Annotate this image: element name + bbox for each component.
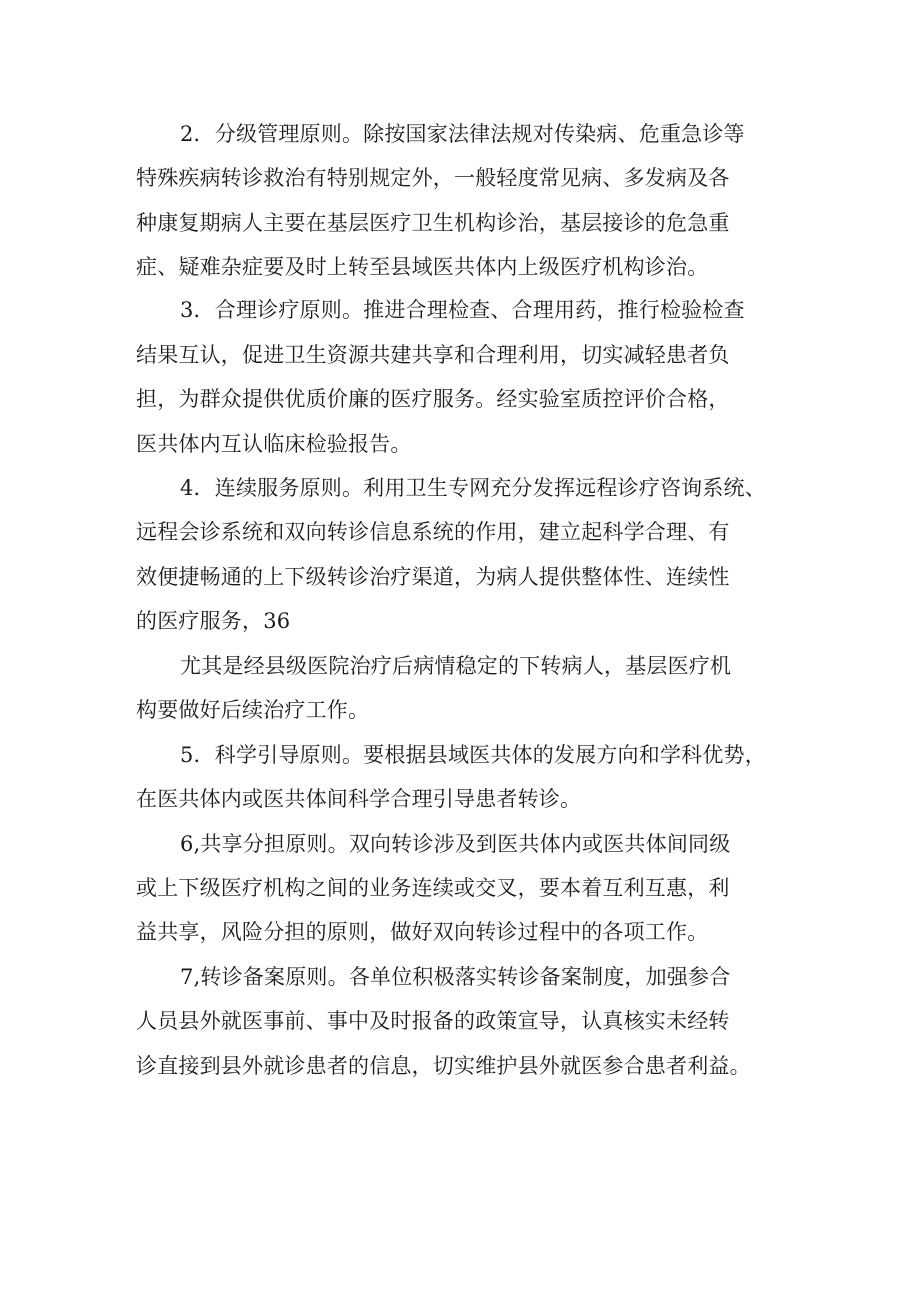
text-line: 尤其是经县级医院治疗后病情稳定的下转病人，基层医疗机 xyxy=(180,654,732,678)
text-line: 6,共享分担原则。双向转诊涉及到医共体内或医共体间同级 xyxy=(180,832,731,856)
text-line: 特殊疾病转诊救治有特别规定外，一般轻度常见病、多发病及各 xyxy=(136,166,730,190)
text-line: 5．科学引导原则。要根据县域医共体的发展方向和学科优势， xyxy=(180,743,766,767)
text-line: 担，为群众提供优质价廉的医疗服务。经实验室质控评价合格， xyxy=(136,387,730,411)
text-line: 构要做好后续治疗工作。 xyxy=(136,698,370,722)
text-line: 人员县外就医事前、事中及时报备的政策宣导，认真核实未经转 xyxy=(136,1009,730,1033)
text-line: 2．分级管理原则。除按国家法律法规对传染病、危重急诊等 xyxy=(180,122,745,146)
text-line: 结果互认，促进卫生资源共建共享和合理利用，切实减轻患者负 xyxy=(136,343,730,367)
text-line: 4．连续服务原则。利用卫生专网充分发挥远程诊疗咨询系统、 xyxy=(180,476,766,500)
text-line: 效便捷畅通的上下级转诊治疗渠道，为病人提供整体性、连续性 xyxy=(136,565,730,589)
text-line: 或上下级医疗机构之间的业务连续或交叉，要本着互利互惠，利 xyxy=(136,876,730,900)
text-line: 3．合理诊疗原则。推进合理检查、合理用药，推行检验检查 xyxy=(180,298,745,322)
text-line: 种康复期病人主要在基层医疗卫生机构诊治，基层接诊的危急重 xyxy=(136,211,730,235)
text-line: 医共体内互认临床检验报告。 xyxy=(136,432,412,456)
text-line: 诊直接到县外就诊患者的信息，切实维护县外就医参合患者利益。 xyxy=(136,1054,751,1078)
text-line: 益共享，风险分担的原则，做好双向转诊过程中的各项工作。 xyxy=(136,920,709,944)
text-line: 症、疑难杂症要及时上转至县域医共体内上级医疗机构诊治。 xyxy=(136,255,709,279)
text-line: 远程会诊系统和双向转诊信息系统的作用，建立起科学合理、有 xyxy=(136,520,730,544)
text-line: 在医共体内或医共体间科学合理引导患者转诊。 xyxy=(136,787,582,811)
text-line: 的医疗服务，36 xyxy=(136,609,291,633)
text-line: 7,转诊备案原则。各单位积极落实转诊备案制度，加强参合 xyxy=(180,965,731,989)
